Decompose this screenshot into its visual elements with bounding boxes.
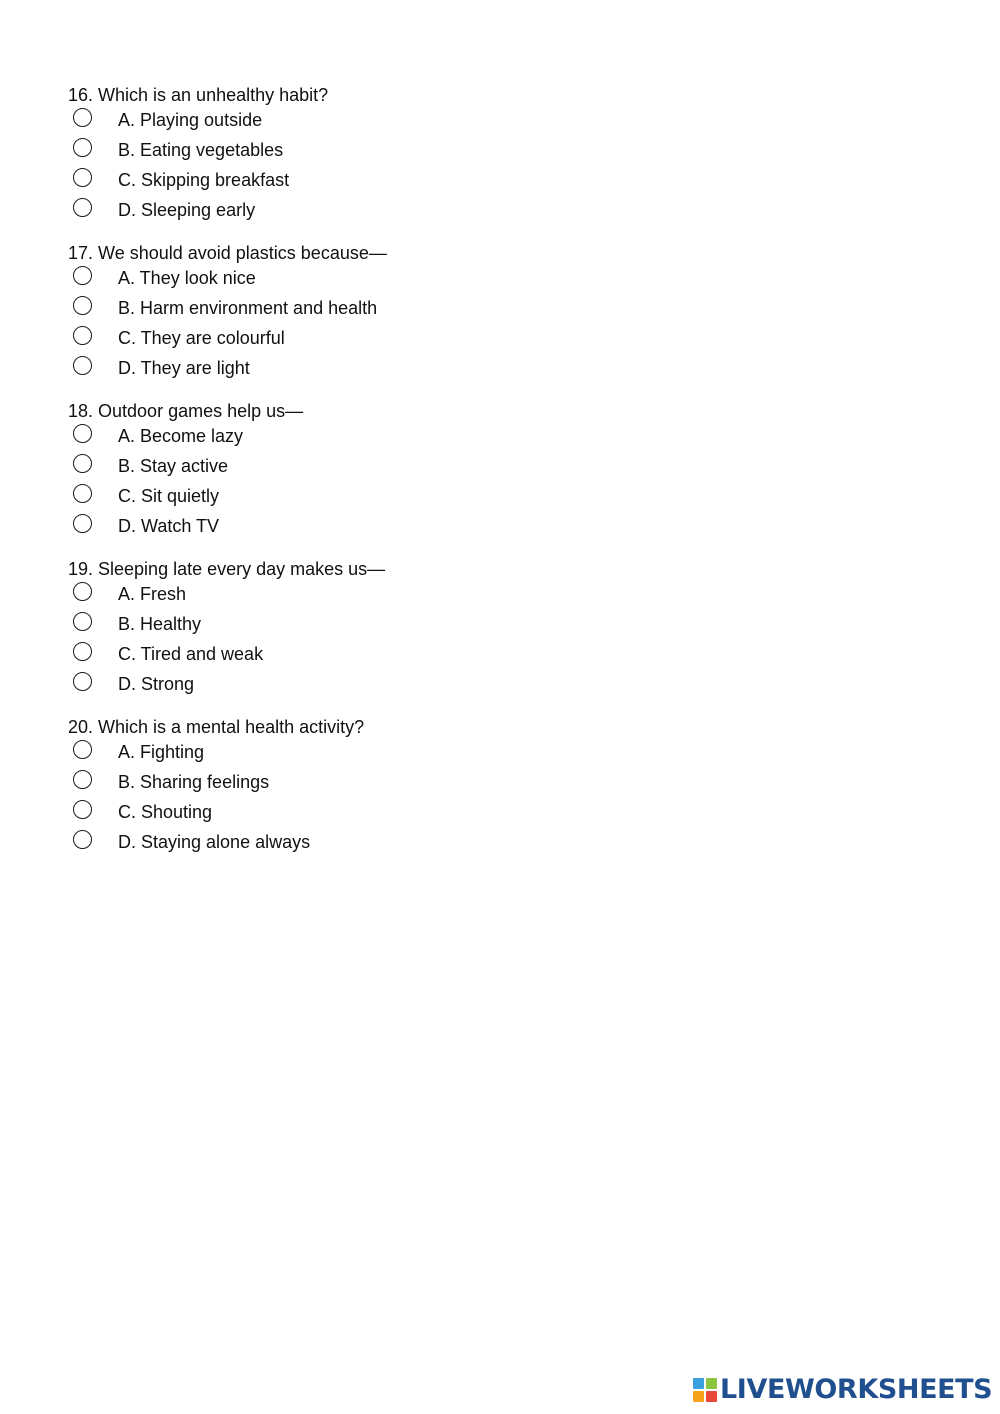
option-label: A. Become lazy (118, 426, 244, 446)
radio-button[interactable] (73, 138, 92, 157)
option-18-c[interactable] (0, 484, 600, 510)
option-label: A. Fighting (118, 742, 205, 762)
option-label: A. Playing outside (118, 110, 263, 130)
radio-button[interactable] (73, 198, 92, 217)
radio-button[interactable] (73, 740, 92, 759)
logo-wordmark: LIVEWORKSHEETS (720, 1374, 993, 1405)
option-16-c[interactable] (0, 168, 600, 194)
option-20-d[interactable] (0, 830, 600, 856)
option-label: C. They are colourful (118, 328, 285, 348)
radio-button[interactable] (73, 800, 92, 819)
question-text: 19. Sleeping late every day makes us— (68, 559, 386, 579)
option-18-d[interactable] (0, 514, 600, 540)
logo-square-orange (693, 1391, 704, 1402)
option-label: D. They are light (118, 358, 250, 378)
question-text: 17. We should avoid plastics because— (68, 243, 387, 263)
radio-button[interactable] (73, 326, 92, 345)
option-label: B. Eating vegetables (118, 140, 284, 160)
radio-button[interactable] (73, 582, 92, 601)
question-text: 20. Which is a mental health activity? (68, 717, 365, 737)
option-18-a[interactable] (0, 424, 600, 450)
option-label: C. Tired and weak (118, 644, 264, 664)
logo-square-red (706, 1391, 717, 1402)
radio-button[interactable] (73, 612, 92, 631)
option-20-b[interactable] (0, 770, 600, 796)
radio-button[interactable] (73, 514, 92, 533)
option-16-d[interactable] (0, 198, 600, 224)
option-label: B. Harm environment and health (118, 298, 378, 318)
option-label: D. Strong (118, 674, 195, 694)
option-19-c[interactable] (0, 642, 600, 668)
option-label: B. Sharing feelings (118, 772, 270, 792)
radio-button[interactable] (73, 108, 92, 127)
option-19-b[interactable] (0, 612, 600, 638)
option-label: D. Sleeping early (118, 200, 256, 220)
option-17-c[interactable] (0, 326, 600, 352)
option-label: C. Sit quietly (118, 486, 220, 506)
option-label: A. They look nice (118, 268, 256, 288)
option-label: C. Skipping breakfast (118, 170, 290, 190)
option-16-a[interactable] (0, 108, 600, 134)
option-label: D. Watch TV (118, 516, 220, 536)
question-text: 16. Which is an unhealthy habit? (68, 85, 329, 105)
option-label: D. Staying alone always (118, 832, 311, 852)
liveworksheets-logo-icon (693, 1378, 717, 1402)
radio-button[interactable] (73, 356, 92, 375)
option-17-d[interactable] (0, 356, 600, 382)
radio-button[interactable] (73, 770, 92, 789)
radio-button[interactable] (73, 484, 92, 503)
radio-button[interactable] (73, 672, 92, 691)
option-20-c[interactable] (0, 800, 600, 826)
logo-square-blue (693, 1378, 704, 1389)
radio-button[interactable] (73, 168, 92, 187)
option-19-a[interactable] (0, 582, 600, 608)
option-17-a[interactable] (0, 266, 600, 292)
option-label: A. Fresh (118, 584, 187, 604)
radio-button[interactable] (73, 642, 92, 661)
option-17-b[interactable] (0, 296, 600, 322)
question-text: 18. Outdoor games help us— (68, 401, 304, 421)
option-20-a[interactable] (0, 740, 600, 766)
radio-button[interactable] (73, 424, 92, 443)
radio-button[interactable] (73, 830, 92, 849)
option-19-d[interactable] (0, 672, 600, 698)
radio-button[interactable] (73, 454, 92, 473)
logo-square-green (706, 1378, 717, 1389)
radio-button[interactable] (73, 296, 92, 315)
option-18-b[interactable] (0, 454, 600, 480)
liveworksheets-logo (693, 1376, 992, 1404)
option-16-b[interactable] (0, 138, 600, 164)
option-label: C. Shouting (118, 802, 213, 822)
radio-button[interactable] (73, 266, 92, 285)
option-label: B. Healthy (118, 614, 202, 634)
option-label: B. Stay active (118, 456, 229, 476)
